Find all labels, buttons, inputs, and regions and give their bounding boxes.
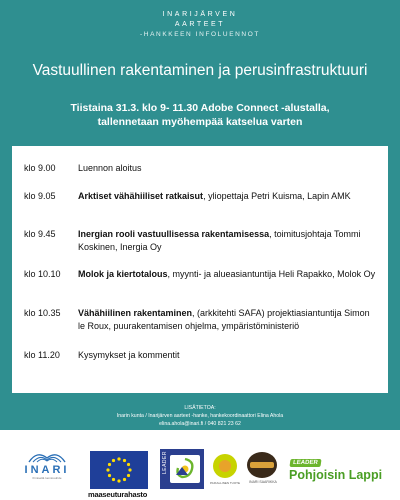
- schedule-topic: Vähähiilinen rakentaminen: [78, 308, 193, 318]
- inari-name: INARI: [24, 464, 70, 476]
- eu-flag: [90, 451, 148, 489]
- schedule-details: Kysymykset ja kommentit: [78, 350, 180, 360]
- schedule-details: , (arkkitehti SAFA) projektiasiantuntija Simon le Roux, puurakentamisen ohjelma, ympäristöministeriö: [78, 308, 370, 331]
- schedule-time: klo 10.35: [24, 308, 61, 318]
- contact-line-1: Inarin kunta / Inarijärven aarteet -hanke, hankekoordinaattori Elina Ahola: [116, 413, 284, 419]
- inari-slogan: Ihmisellä luontosuhde: [32, 476, 62, 480]
- schedule-topic: Arktiset vähähiiliset ratkaisut: [78, 191, 204, 201]
- local-product-caption: PAIKALLINEN TUOTE: [209, 481, 241, 485]
- schedule-time: klo 9.45: [24, 229, 56, 239]
- schedule-details: , toimitusjohtaja Tommi Koskinen, Inergia Oy: [78, 229, 361, 252]
- inari-logo: [18, 448, 76, 488]
- inari-saarikka-caption: INARI SAARIKKA: [249, 480, 277, 484]
- schedule-description: [78, 228, 378, 254]
- brand-line-1: INARIJÄRVEN: [162, 11, 238, 18]
- leader-emblem: [170, 455, 200, 483]
- schedule-time: klo 9.00: [24, 163, 56, 173]
- schedule-description: [78, 190, 378, 203]
- contact-line-2: elina.ahola@inari.fi / 040 821 23 62: [159, 421, 241, 427]
- schedule-description: [78, 349, 378, 362]
- contact-heading: LISÄTIETOA:: [184, 405, 216, 411]
- pohjoisin-lappi-logo: Pohjoisin Lappi: [289, 468, 383, 482]
- local-product-logo: [213, 454, 237, 478]
- schedule-time: klo 10.10: [24, 269, 61, 279]
- schedule-time: klo 11.20: [24, 350, 60, 360]
- eu-stars-icon: [90, 451, 148, 489]
- subtitle-line-1: Tiistaina 31.3. klo 9- 11.30 Adobe Connect -alustalla,: [70, 102, 330, 114]
- schedule-topic: Inergian rooli vastuullisessa rakentamisessa: [78, 229, 270, 239]
- subtitle-line-2: tallennetaan myöhempää katselua varten: [97, 116, 303, 128]
- leader-emblem-icon: [170, 455, 200, 483]
- leader-logo: [160, 449, 204, 489]
- schedule-description: [78, 162, 378, 175]
- schedule-details: , yliopettaja Petri Kuisma, Lapin AMK: [203, 191, 351, 201]
- sponsor-logos: [0, 430, 400, 500]
- maaseuturahasto-label: maaseuturahasto: [88, 490, 148, 499]
- brand-line-2: AARTEET: [174, 21, 226, 28]
- schedule-details: , myynti- ja alueasiantuntija Heli Rapakko, Molok Oy: [167, 269, 376, 279]
- event-subtitle: [20, 101, 380, 129]
- inari-waves-icon: [27, 448, 67, 464]
- schedule-topic: Molok ja kiertotalous: [78, 269, 168, 279]
- schedule-description: [78, 268, 378, 281]
- inari-saarikka-logo: [247, 452, 277, 478]
- schedule-description: [78, 307, 378, 333]
- schedule-time: klo 9.05: [24, 191, 56, 201]
- schedule-card: [12, 146, 388, 393]
- schedule-details: Luennon aloitus: [78, 163, 142, 173]
- contact-info: [0, 404, 400, 428]
- leader-tag: LEADER: [289, 459, 321, 467]
- brand-line-3: -HANKKEEN INFOLUENNOT: [140, 31, 260, 38]
- page-title: Vastuullinen rakentaminen ja perusinfrastruktuuri: [32, 62, 368, 79]
- brand-block: [0, 10, 400, 40]
- leader-vertical-text: LEADER: [162, 451, 168, 475]
